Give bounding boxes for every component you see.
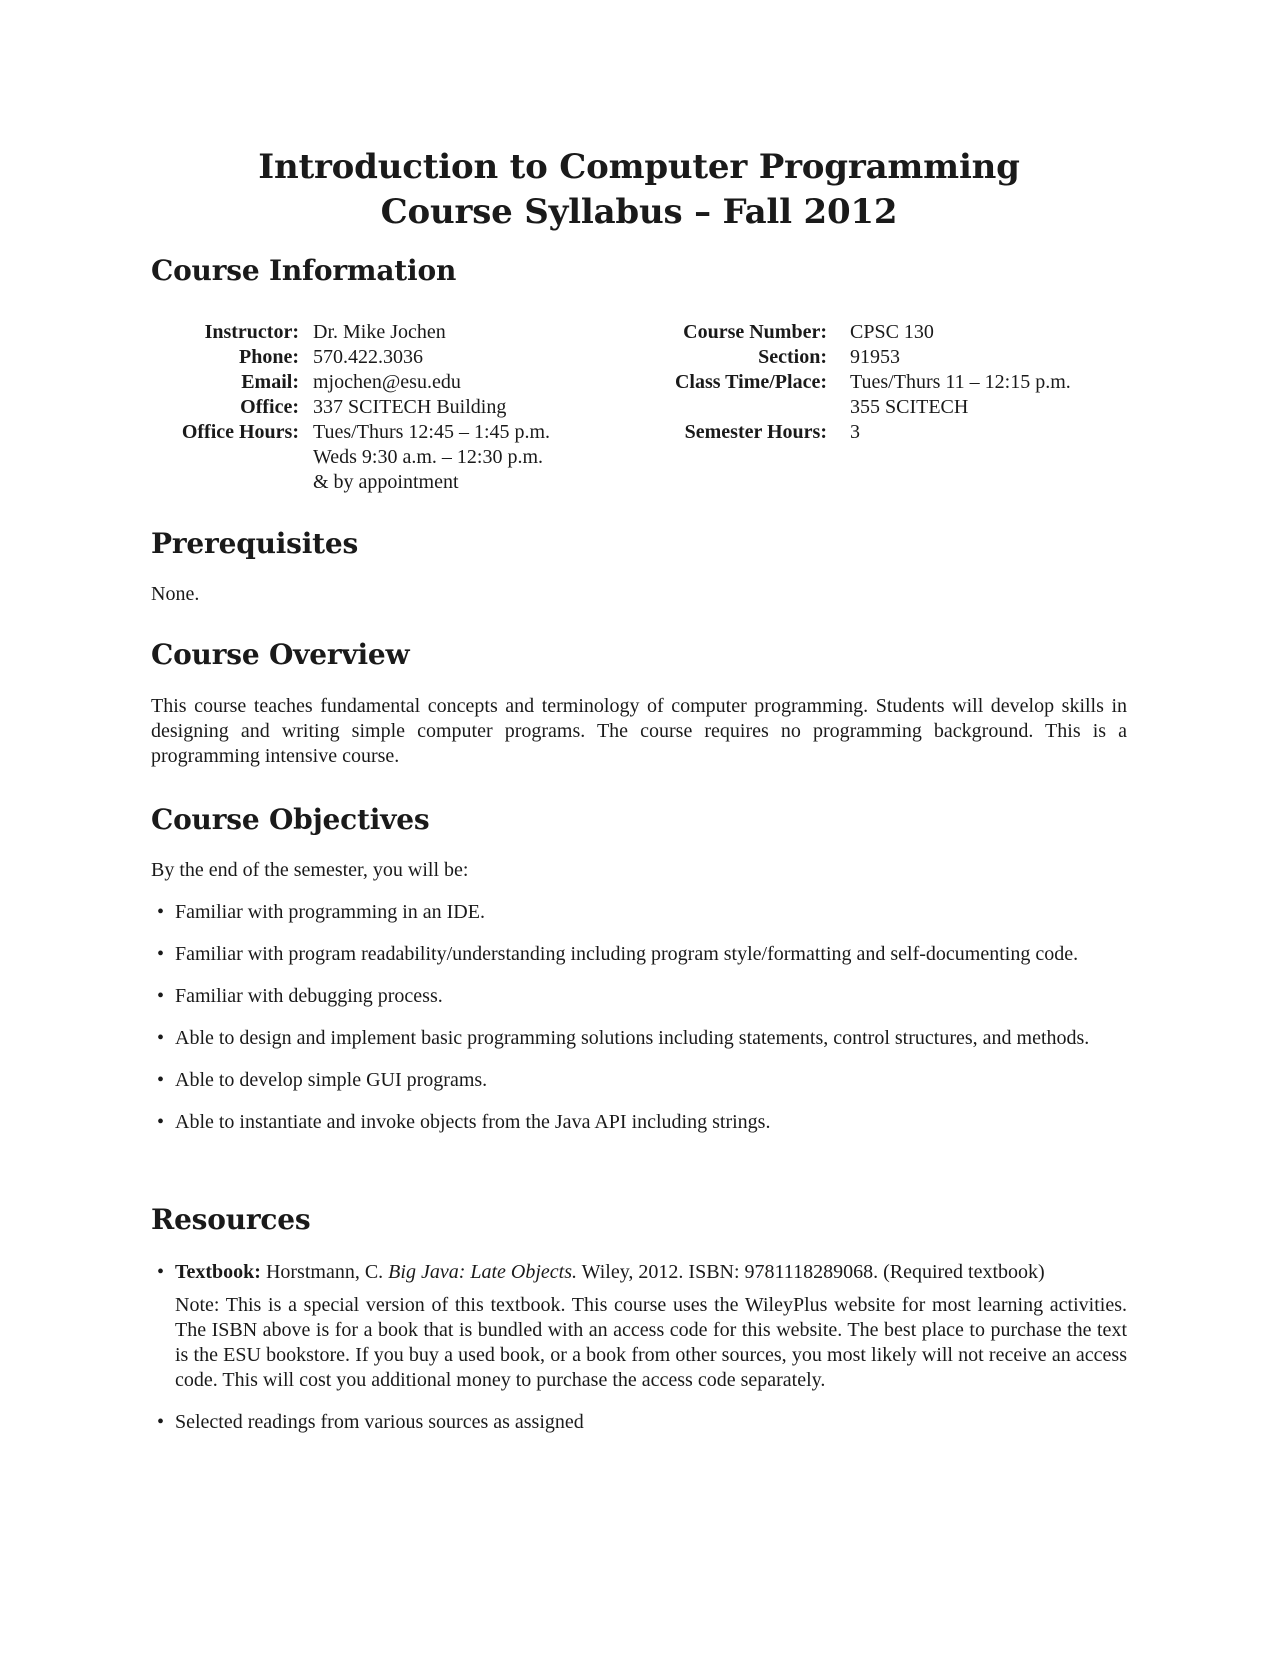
course-information-heading: Course Information (151, 254, 457, 287)
list-item: • Familiar with programming in an IDE. (151, 900, 1127, 925)
info-row (151, 470, 550, 495)
info-label: Office Hours: (181, 421, 299, 443)
course-details-info (630, 320, 1071, 445)
info-row (151, 420, 550, 445)
info-label (151, 470, 299, 495)
title-line-1: Introduction to Computer Programming (258, 147, 1020, 187)
info-value: Weds 9:30 a.m. – 12:30 p.m. (313, 446, 544, 468)
info-value: Dr. Mike Jochen (313, 321, 446, 343)
course-objectives-heading: Course Objectives (151, 803, 430, 836)
textbook-label: Textbook: (175, 1261, 261, 1283)
resources-list (151, 1260, 1127, 1452)
list-item: • Able to develop simple GUI programs. (151, 1068, 1127, 1093)
info-value: & by appointment (313, 471, 459, 493)
info-value: 3 (850, 421, 860, 443)
info-value: Tues/Thurs 11 – 12:15 p.m. (850, 371, 1071, 393)
info-value: 337 SCITECH Building (313, 396, 507, 418)
list-item-textbook (151, 1260, 1127, 1393)
objectives-intro: By the end of the semester, you will be: (151, 859, 469, 881)
info-row (630, 320, 1071, 345)
info-label: Instructor: (204, 321, 299, 343)
info-label: Email: (241, 371, 299, 393)
info-value: CPSC 130 (850, 321, 934, 343)
list-item: • Familiar with program readability/understanding including program style/formatting and self-documenting code. (151, 942, 1127, 967)
info-row (630, 420, 1071, 445)
info-value: 355 SCITECH (850, 396, 969, 418)
resources-heading: Resources (151, 1203, 311, 1236)
textbook-title: Big Java: Late Objects. (388, 1261, 578, 1283)
list-item-readings: • Selected readings from various sources as assigned (151, 1410, 1127, 1435)
info-row (630, 370, 1071, 395)
prerequisites-text: None. (151, 583, 200, 605)
info-value: 91953 (850, 346, 900, 368)
info-label: Class Time/Place: (674, 371, 827, 393)
info-value: 570.422.3036 (313, 346, 423, 368)
info-label: Phone: (239, 346, 299, 368)
info-label: Course Number: (683, 321, 827, 343)
info-label (630, 395, 827, 420)
info-label: Office: (240, 396, 299, 418)
title-line-2: Course Syllabus – Fall 2012 (380, 192, 898, 232)
info-label (151, 445, 299, 470)
course-overview-heading: Course Overview (151, 638, 410, 671)
document-title (151, 145, 1127, 235)
info-row (151, 320, 550, 345)
syllabus-page (151, 0, 1127, 1656)
info-row (151, 345, 550, 370)
info-row (630, 345, 1071, 370)
prerequisites-heading: Prerequisites (151, 527, 359, 560)
list-item: • Familiar with debugging process. (151, 984, 1127, 1009)
info-row (151, 370, 550, 395)
instructor-info (151, 320, 550, 495)
course-overview-text: This course teaches fundamental concepts and terminology of computer programming. Students will develop skills in designing and writing simple computer programs. The course requires no programming background. This is a programming intensive course. (151, 695, 1127, 767)
objectives-list (151, 900, 1127, 1152)
list-item: • Able to design and implement basic programming solutions including statements, control structures, and methods. (151, 1026, 1127, 1051)
info-label: Semester Hours: (684, 421, 827, 443)
textbook-author: Horstmann, C. (265, 1261, 384, 1283)
info-row (151, 395, 550, 420)
textbook-note: Note: This is a special version of this textbook. This course uses the WileyPlus website for most learning activities. The ISBN above is for a book that is bundled with an access code for this website. The best place to purchase the text is the ESU bookstore. If you buy a used book, or a book from other sources, you most likely will not receive an access code. This will cost you additional money to purchase the access code separately. (175, 1294, 1127, 1391)
info-value: mjochen@esu.edu (313, 371, 461, 393)
textbook-details: Wiley, 2012. ISBN: 9781118289068. (Required textbook) (581, 1261, 1045, 1283)
info-label: Section: (758, 346, 827, 368)
info-row (151, 445, 550, 470)
info-row (630, 395, 1071, 420)
list-item: • Able to instantiate and invoke objects from the Java API including strings. (151, 1110, 1127, 1135)
info-value: Tues/Thurs 12:45 – 1:45 p.m. (313, 421, 551, 443)
